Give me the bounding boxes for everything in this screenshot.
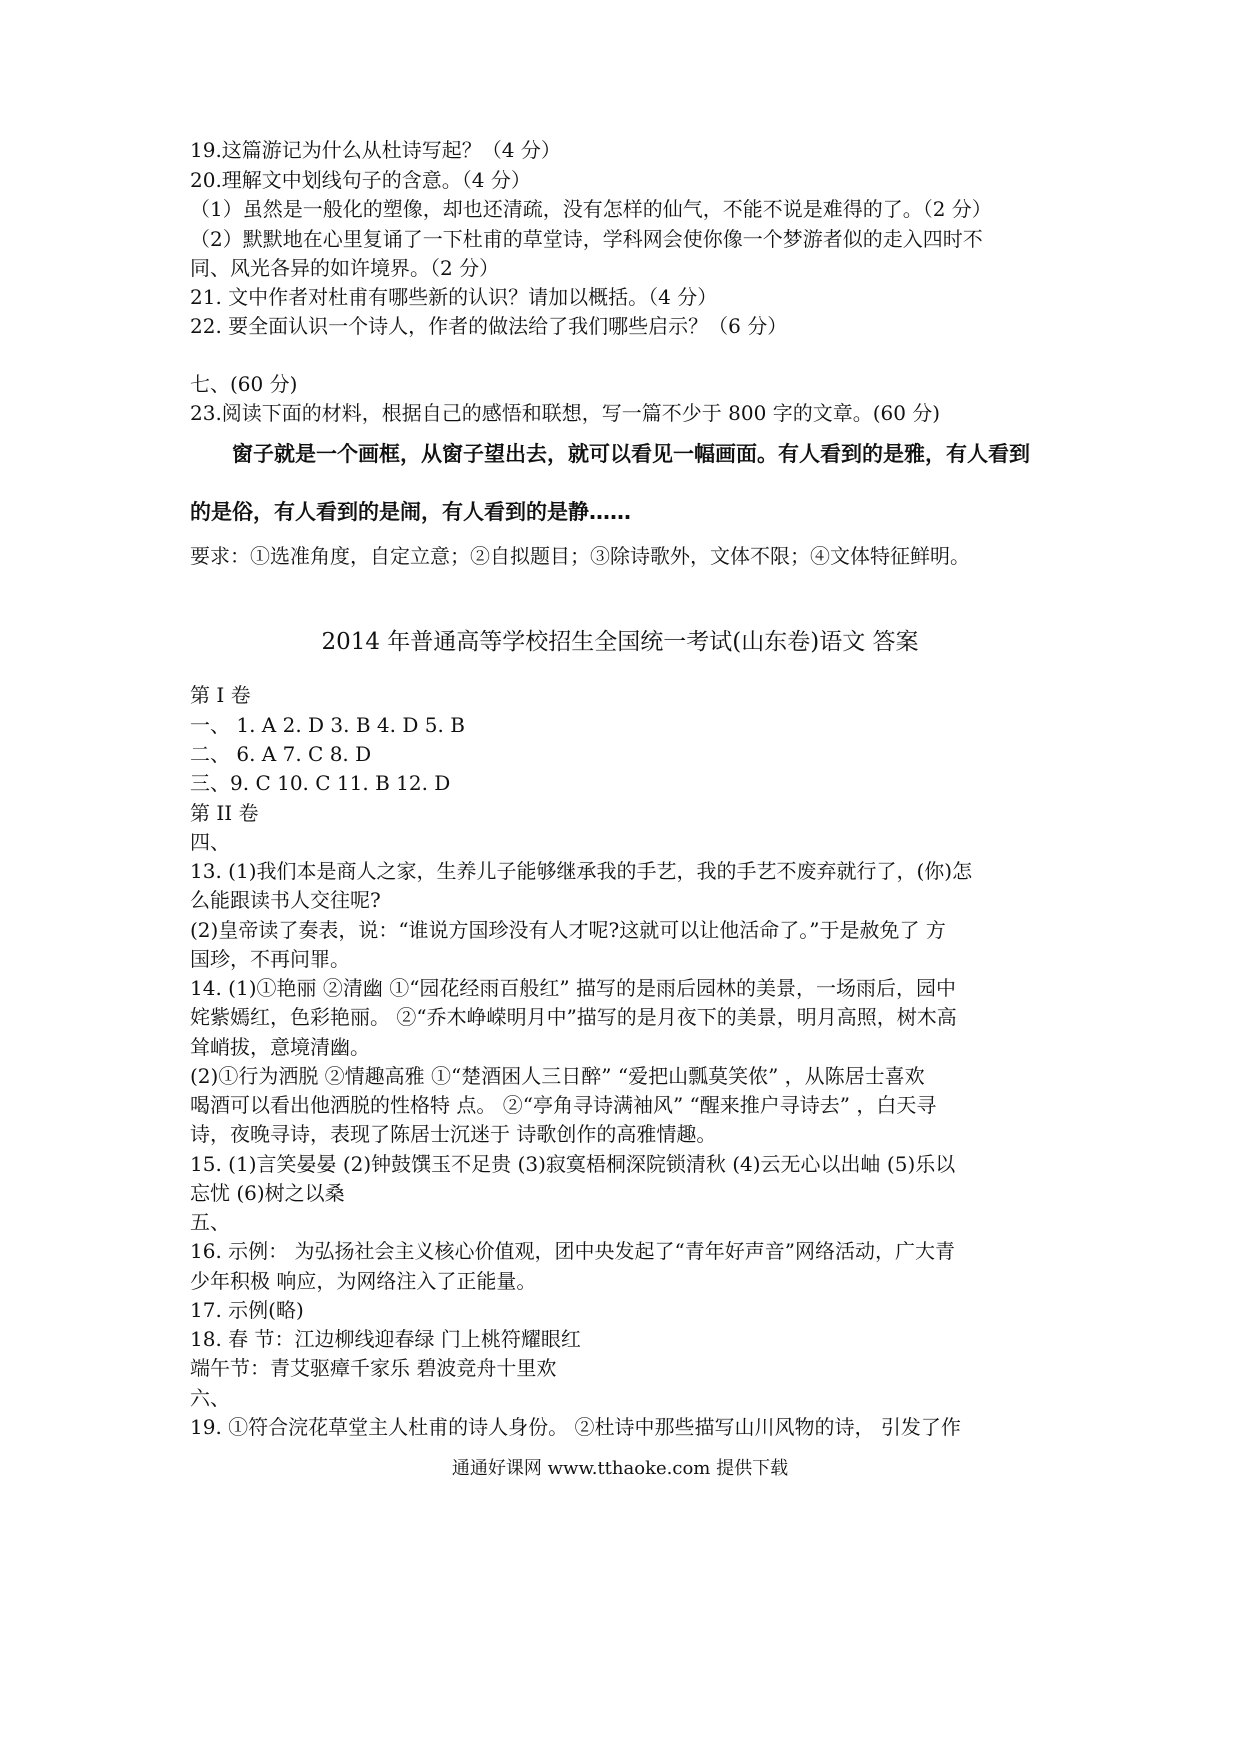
question-22: 22. 要全面认识一个诗人，作者的做法给了我们哪些启示？（6 分）: [190, 314, 788, 338]
answer-13-1: 13. (1)我们本是商人之家，生养儿子能够继承我的手艺，我的手艺不废弃就行了，(你)怎: [190, 859, 973, 883]
answer-13-2: (2)皇帝读了奏表，说：“谁说方国珍没有人才呢?这就可以让他活命了。”于是赦免了 方: [190, 918, 946, 942]
answer-17: 17. 示例(略): [190, 1298, 304, 1322]
question-23: 23.阅读下面的材料，根据自己的感悟和联想，写一篇不少于 800 字的文章。(60 分): [190, 401, 941, 425]
answer-14-1-cont: 姹紫嫣红，色彩艳丽。 ②“乔木峥嵘明月中”描写的是月夜下的美景，明月高照，树木高: [190, 1005, 957, 1029]
question-20: 20.理解文中划线句子的含意。（4 分）: [190, 168, 531, 192]
essay-material-line-1: 窗子就是一个画框，从窗子望出去，就可以看见一幅画面。有人看到的是雅，有人看到: [232, 442, 1030, 466]
answer-18-cont: 端午节：青艾驱瘴千家乐 碧波竞舟十里欢: [190, 1356, 557, 1380]
part-1-heading: 第 I 卷: [190, 683, 251, 707]
answers-section-2: 二、 6. A 7. C 8. D: [190, 742, 372, 766]
answer-key-title: 2014 年普通高等学校招生全国统一考试(山东卷)语文 答案: [321, 629, 919, 655]
answer-16: 16. 示例： 为弘扬社会主义核心价值观，团中央发起了“青年好声音”网络活动，广大青: [190, 1239, 955, 1263]
section-4-heading: 四、: [190, 830, 230, 854]
section-7-heading: 七、(60 分): [190, 372, 298, 396]
answer-19: 19. ①符合浣花草堂主人杜甫的诗人身份。 ②杜诗中那些描写山川风物的诗， 引发了作: [190, 1415, 961, 1439]
answer-13-2-cont: 国珍，不再问罪。: [190, 947, 350, 971]
answer-14-2: (2)①行为洒脱 ②情趣高雅 ①“楚酒困人三日醉” “爱把山瓢莫笑侬” ，从陈居士喜欢: [190, 1064, 925, 1088]
section-6-heading: 六、: [190, 1386, 230, 1410]
answer-14-1-cont-2: 耸峭拔，意境清幽。: [190, 1035, 370, 1059]
answer-14-1: 14. (1)①艳丽 ②清幽 ①“园花经雨百般红” 描写的是雨后园林的美景，一场雨后，园中: [190, 976, 957, 1000]
footer-credit: 通通好课网 www.tthaoke.com 提供下载: [451, 1458, 789, 1479]
answer-18: 18. 春 节：江边柳线迎春绿 门上桃符耀眼红: [190, 1327, 581, 1351]
part-2-heading: 第 II 卷: [190, 801, 259, 825]
essay-requirements: 要求：①选准角度，自定立意；②自拟题目；③除诗歌外，文体不限；④文体特征鲜明。: [190, 544, 970, 568]
question-20-part-1: （1）虽然是一般化的塑像，却也还清疏，没有怎样的仙气，不能不说是难得的了。（2 分）: [190, 197, 992, 221]
answers-section-3: 三、9. C 10. C 11. B 12. D: [190, 771, 451, 795]
answer-13-1-cont: 么能跟读书人交往呢?: [190, 888, 381, 912]
section-5-heading: 五、: [190, 1210, 230, 1234]
question-19: 19.这篇游记为什么从杜诗写起？（4 分）: [190, 138, 561, 162]
answer-14-2-cont: 喝酒可以看出他洒脱的性格特 点。 ②“亭角寻诗满袖风” “醒来推户寻诗去” ，白天寻: [190, 1093, 937, 1117]
answer-16-cont: 少年积极 响应，为网络注入了正能量。: [190, 1269, 537, 1293]
essay-material-line-2: 的是俗，有人看到的是闹，有人看到的是静……: [190, 500, 631, 524]
answer-15: 15. (1)言笑晏晏 (2)钟鼓馔玉不足贵 (3)寂寞梧桐深院锁清秋 (4)云无心以出岫 (5)乐以: [190, 1152, 956, 1176]
answer-15-cont: 忘忧 (6)树之以桑: [190, 1181, 345, 1205]
question-20-part-2-cont: 同、风光各异的如许境界。（2 分）: [190, 256, 500, 280]
answers-section-1: 一、 1. A 2. D 3. B 4. D 5. B: [190, 713, 465, 737]
answer-14-2-cont-2: 诗，夜晚寻诗，表现了陈居士沉迷于 诗歌创作的高雅情趣。: [190, 1122, 717, 1146]
question-20-part-2: （2）默默地在心里复诵了一下杜甫的草堂诗，学科网会使你像一个梦游者似的走入四时不: [190, 227, 983, 251]
question-21: 21. 文中作者对杜甫有哪些新的认识？请加以概括。（4 分）: [190, 285, 718, 309]
